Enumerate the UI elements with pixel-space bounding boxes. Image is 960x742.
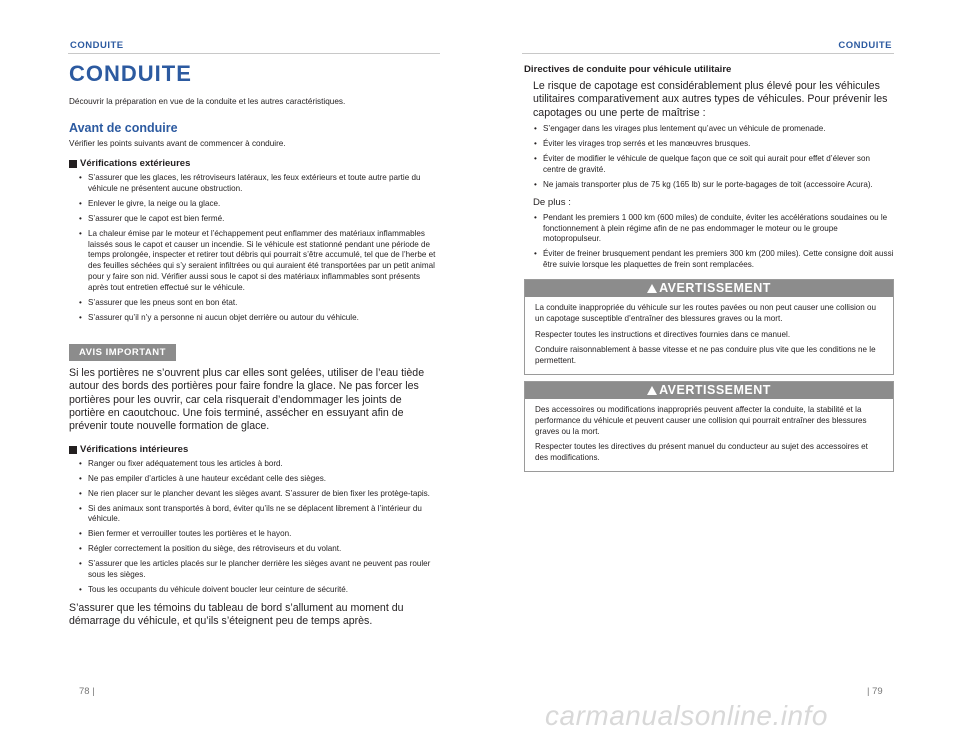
list-item: • La chaleur émise par le moteur et l’échappement peut enflammer des matériaux inflammables laissés sous le capot et causer un incendie. Si le véhicule est stationné pendant une période de temps prolongée, inspecter et retirer tout débris qui pourrait s’être accumulé, tel que de l’herbe et des feuilles séchées qui s’y seraient infiltrées ou qui auraient été transportées par un petit animal pour y faire son nid. Vérifier aussi sous le capot si des matériaux inflammables sont présents après tout entretien effectué sur le véhicule. — [79, 229, 440, 294]
list-item: • Bien fermer et verrouiller toutes les portières et le hayon. — [79, 529, 440, 540]
notice-text: Si les portières ne s’ouvrent plus car elles sont gelées, utiliser de l’eau tiède autour des bords des portières pour faire fondre la glace. Ne pas forcer les portières pour les ouvrir, car cela risquerait d’endommager les joints de portière en caoutchouc. Une fois terminé, assécher en essuyant afin de prévenir toute nouvelle formation de glace. — [69, 366, 425, 433]
warning-box — [524, 381, 894, 472]
running-head: CONDUITE — [70, 40, 124, 51]
warning-triangle-icon — [647, 386, 657, 395]
square-bullet-icon — [69, 160, 77, 168]
utility-lead: Le risque de capotage est considérablement plus élevé pour les véhicules utilitaires comparativement aux autres types de véhicules. Pour prévenir les capotages ou une perte de maîtrise : — [533, 80, 888, 119]
warning-label: AVERTISSEMENT — [659, 382, 771, 397]
page-title: CONDUITE — [69, 61, 192, 86]
list-item: • Éviter les virages trop serrés et les manœuvres brusques. — [534, 139, 894, 150]
warning-body — [525, 399, 893, 471]
list-item: • Éviter de modifier le véhicule de quelque façon que ce soit qui aurait pour effet d’élever son centre de gravité. — [534, 154, 894, 176]
header-rule — [68, 53, 440, 54]
warning-paragraph: Des accessoires ou modifications inappropriés peuvent affecter la conduite, la stabilité et la performance du véhicule et peuvent causer une collision qui pourrait entraîner des blessures graves ou la mort. — [535, 404, 867, 436]
warning-box — [524, 279, 894, 375]
utility-guidelines-title: Directives de conduite pour véhicule utilitaire — [524, 64, 732, 75]
list-item: • S’engager dans les virages plus lentement qu’avec un véhicule de promenade. — [534, 124, 894, 135]
watermark: carmanualsonline.info — [545, 700, 828, 731]
warning-paragraph: Conduire raisonnablement à basse vitesse et ne pas conduire plus vite que les conditions ne le permettent. — [535, 345, 876, 366]
warning-paragraph: La conduite inappropriée du véhicule sur les routes pavées ou non peut causer une collision ou un capotage susceptible d’entraîner des blessures graves ou la mort. — [535, 302, 877, 323]
exterior-list — [69, 173, 440, 324]
warning-body — [525, 297, 893, 374]
list-item: • Ne pas empiler d’articles à une hauteur excédant celle des sièges. — [79, 474, 440, 485]
interior-heading — [69, 444, 440, 456]
warning-paragraph: Respecter toutes les instructions et directives fournies dans ce manuel. — [535, 329, 791, 339]
list-item: • Pendant les premiers 1 000 km (600 miles) de conduite, éviter les accélérations soudaines ou le fonctionnement à plein régime afin de ne pas endommager le moteur ou le groupe motopropulseur. — [534, 213, 894, 245]
page-number: 78 | — [79, 686, 95, 697]
list-item: • S’assurer que les articles placés sur le plancher derrière les sièges avant ne peuvent pas rouler sous les sièges. — [79, 559, 440, 581]
more-list — [524, 213, 894, 271]
interior-heading-text: Vérifications intérieures — [80, 443, 189, 455]
header-rule — [522, 53, 894, 54]
warning-triangle-icon — [647, 284, 657, 293]
list-item: • S’assurer que le capot est bien fermé. — [79, 214, 440, 225]
warning-paragraph: Respecter toutes les directives du présent manuel du conducteur au sujet des accessoires et des modifications. — [535, 442, 868, 463]
section-title: Avant de conduire — [69, 121, 178, 135]
list-item: • Régler correctement la position du siège, des rétroviseurs et du volant. — [79, 544, 440, 555]
warning-header — [525, 280, 893, 297]
right-page — [480, 0, 960, 742]
list-item: • Si des animaux sont transportés à bord, éviter qu’ils ne se déplacent librement à l’intérieur du véhicule. — [79, 504, 440, 526]
list-item: • S’assurer que les glaces, les rétroviseurs latéraux, les feux extérieurs et toute autre partie du véhicule ne présentent aucune obstruction. — [79, 173, 440, 195]
right-content — [524, 64, 894, 472]
square-bullet-icon — [69, 446, 77, 454]
warning-label: AVERTISSEMENT — [659, 280, 771, 295]
list-item: • Tous les occupants du véhicule doivent boucler leur ceinture de sécurité. — [79, 585, 440, 596]
exterior-heading-text: Vérifications extérieures — [80, 158, 191, 169]
list-item: • Ranger ou fixer adéquatement tous les articles à bord. — [79, 459, 440, 470]
list-item: • Ne rien placer sur le plancher devant les sièges avant. S’assurer de bien fixer les protège-tapis. — [79, 489, 440, 500]
interior-list — [69, 459, 440, 596]
list-item: • Éviter de freiner brusquement pendant les premiers 300 km (200 miles). Cette consigne doit aussi être suivie lorsque les plaquettes de frein sont remplacées. — [534, 249, 894, 271]
running-head: CONDUITE — [838, 40, 892, 51]
list-item: • Enlever le givre, la neige ou la glace. — [79, 199, 440, 210]
chapter-intro: Découvrir la préparation en vue de la conduite et les autres caractéristiques. — [69, 97, 346, 106]
list-item: • S’assurer qu’il n’y a personne ni aucun objet derrière ou autour du véhicule. — [79, 313, 440, 324]
notice-badge: AVIS IMPORTANT — [69, 344, 176, 361]
section-intro: Vérifier les points suivants avant de commencer à conduire. — [69, 139, 286, 148]
exterior-heading — [69, 158, 440, 170]
left-content — [69, 62, 440, 629]
list-item: • S’assurer que les pneus sont en bon état. — [79, 298, 440, 309]
more-label: De plus : — [533, 196, 571, 208]
list-item: • Ne jamais transporter plus de 75 kg (165 lb) sur le porte-bagages de toit (accessoire Acura). — [534, 180, 894, 191]
utility-list — [524, 124, 894, 191]
warning-header — [525, 382, 893, 399]
closing-paragraph: S’assurer que les témoins du tableau de bord s’allument au moment du démarrage du véhicule, et qu’ils s’éteignent peu de temps après. — [69, 602, 404, 628]
page-number: | 79 — [867, 686, 883, 697]
